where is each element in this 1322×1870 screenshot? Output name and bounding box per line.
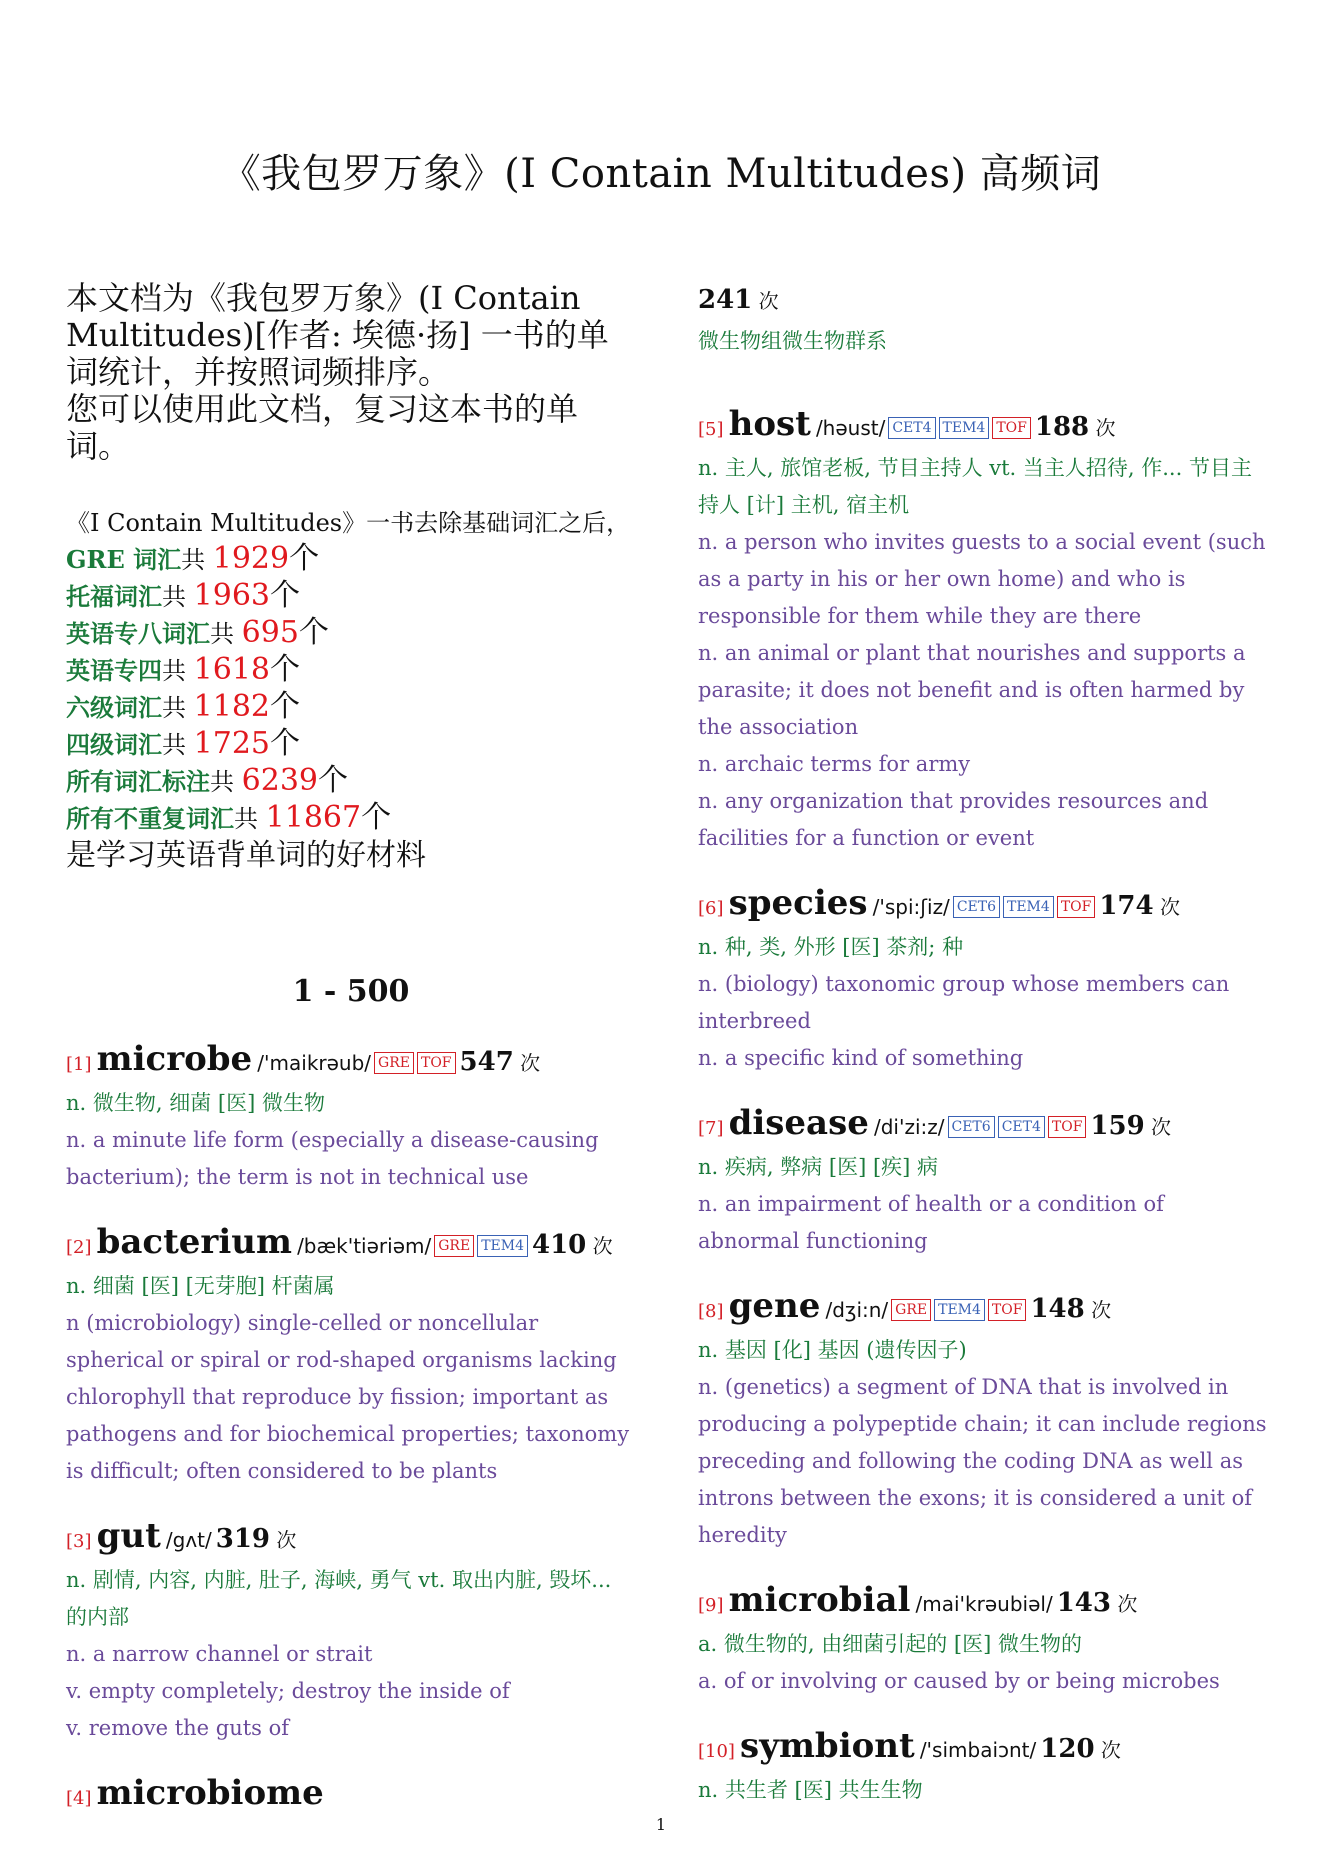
entry-count-unit: 次	[270, 1528, 297, 1552]
entry-count: 319	[215, 1524, 271, 1554]
entries-right	[698, 280, 1268, 1809]
stat-value: 1725	[193, 726, 270, 761]
right-column	[698, 280, 1268, 1835]
intro-line2: 您可以使用此文档，复习这本书的单词。	[66, 390, 579, 465]
stat-value: 1618	[193, 652, 270, 687]
stat-value: 695	[241, 615, 299, 650]
stat-unit: 个	[361, 800, 392, 835]
word-entry	[698, 280, 1268, 360]
word-entry	[698, 1580, 1268, 1700]
stat-label: 所有不重复词汇	[66, 804, 234, 833]
entry-index: [8]	[698, 1301, 724, 1322]
tag-tof: TOF	[992, 417, 1031, 439]
entry-index: [10]	[698, 1741, 735, 1762]
word-entry	[66, 1039, 636, 1196]
entry-word: gene	[728, 1286, 821, 1326]
stat-mid: 共	[234, 805, 266, 833]
entry-count-unit: 次	[586, 1234, 613, 1258]
word-entry	[66, 1773, 636, 1819]
stats-lead: 《I Contain Multitudes》一书去除基础词汇之后，	[66, 509, 631, 537]
definition-en: n. archaic terms for army	[698, 752, 971, 776]
word-entry	[698, 404, 1268, 857]
entry-count: 159	[1090, 1111, 1145, 1141]
definition-cn: n. 微生物, 细菌 [医] 微生物	[66, 1091, 325, 1115]
word-entry	[698, 883, 1268, 1077]
stat-row	[66, 800, 636, 837]
stat-value: 11867	[265, 800, 362, 835]
entry-word: host	[728, 404, 811, 444]
entry-phonetic: /mai'krəubiəl/	[915, 1592, 1053, 1616]
stat-mid: 共	[162, 657, 194, 685]
tag-cet4: CET4	[888, 417, 935, 439]
entry-phonetic: /'spi:ʃiz/	[872, 895, 950, 919]
entry-index: [9]	[698, 1595, 724, 1616]
entry-count: 143	[1056, 1588, 1111, 1618]
tag-cet6: CET6	[953, 896, 1000, 918]
entry-count: 410	[532, 1230, 587, 1260]
stat-value: 6239	[241, 763, 318, 798]
stat-mid: 共	[162, 694, 194, 722]
entries-left	[66, 1039, 636, 1819]
entry-word: disease	[728, 1103, 869, 1143]
word-entry	[66, 1222, 636, 1490]
entry-word: gut	[96, 1516, 161, 1556]
entry-phonetic: /'maikrəub/	[257, 1051, 372, 1075]
entry-count-unit: 次	[1110, 1592, 1138, 1616]
entry-count: 148	[1030, 1294, 1085, 1324]
stat-row	[66, 615, 636, 652]
stat-label: 英语专八词汇	[66, 619, 210, 648]
entry-index: [3]	[66, 1531, 92, 1552]
entry-index: [7]	[698, 1118, 724, 1139]
definition-cn: n. 疾病, 弊病 [医] [疾] 病	[698, 1155, 939, 1179]
intro-main: 本文档为《我包罗万象》(I Contain Multitudes)[作者: 埃德·扬] 一书的单词统计，并按照词频排序。	[66, 279, 609, 391]
tag-tem4: TEM4	[477, 1235, 528, 1257]
definition-en: n. an impairment of health or a condition of abnormal functioning	[698, 1192, 1164, 1253]
page-title: 《我包罗万象》(I Contain Multitudes) 高频词	[220, 151, 1102, 197]
entry-count-unit: 次	[752, 289, 779, 313]
tag-gre: GRE	[434, 1235, 474, 1257]
tag-tof: TOF	[988, 1299, 1027, 1321]
stat-unit: 个	[270, 578, 300, 613]
entry-phonetic: /bæk'tiəriəm/	[297, 1234, 432, 1258]
tag-tof: TOF	[1048, 1116, 1087, 1138]
definition-en: n. (biology) taxonomic group whose members can interbreed	[698, 972, 1230, 1033]
entry-head	[698, 1580, 1268, 1626]
stat-mid: 共	[210, 620, 242, 648]
stat-row	[66, 689, 636, 726]
entry-count: 547	[459, 1047, 514, 1077]
stat-row	[66, 652, 636, 689]
entry-count-unit: 次	[1084, 1298, 1112, 1322]
stat-unit: 个	[270, 689, 300, 724]
definition-en: n. a narrow channel or strait	[66, 1642, 373, 1666]
definition-en: v. empty completely; destroy the inside of	[66, 1679, 510, 1703]
entry-word: species	[728, 883, 868, 923]
tag-gre: GRE	[891, 1299, 931, 1321]
word-entry	[698, 1103, 1268, 1260]
entry-head	[66, 1773, 636, 1819]
definition-en: a. of or involving or caused by or being microbes	[698, 1669, 1220, 1693]
stat-unit: 个	[318, 763, 348, 798]
stat-label: 英语专四	[66, 656, 162, 685]
stats-block	[66, 505, 636, 874]
stat-row	[66, 578, 636, 615]
stat-value: 1182	[193, 689, 270, 724]
entry-count-unit: 次	[1089, 416, 1116, 440]
tag-tof: TOF	[417, 1052, 456, 1074]
entry-count-cont	[698, 280, 1268, 323]
definition-en: n. an animal or plant that nourishes and supports a parasite; it does not benefit and is often harmed by the association	[698, 641, 1246, 739]
entry-count: 241	[698, 285, 753, 315]
tag-tof: TOF	[1057, 896, 1096, 918]
stat-row	[66, 541, 636, 578]
definition-cn: a. 微生物的, 由细菌引起的 [医] 微生物的	[698, 1632, 1082, 1656]
entry-count-unit: 次	[513, 1051, 541, 1075]
definition-cn: n. 种, 类, 外形 [医] 茶剂; 种	[698, 935, 964, 959]
left-column	[66, 280, 636, 1845]
stat-value: 1929	[212, 541, 290, 576]
definition-cn: n. 剧情, 内容, 内脏, 肚子, 海峡, 勇气 vt. 取出内脏, 毁坏... 的内部	[66, 1568, 612, 1629]
entry-word: symbiont	[740, 1726, 915, 1766]
entry-head	[66, 1222, 636, 1268]
stat-mid: 共	[181, 546, 213, 574]
stat-unit: 个	[289, 541, 320, 576]
stat-label: 四级词汇	[66, 730, 162, 759]
entry-index: [4]	[66, 1788, 92, 1809]
stat-unit: 个	[298, 615, 329, 650]
definition-cn: n. 细菌 [医] [无芽胞] 杆菌属	[66, 1274, 335, 1298]
tag-cet4: CET4	[998, 1116, 1045, 1138]
entry-phonetic: /gʌt/	[165, 1528, 212, 1552]
word-entry	[698, 1726, 1268, 1809]
definition-cn: 微生物组微生物群系	[698, 329, 887, 353]
tag-gre: GRE	[374, 1052, 414, 1074]
entry-word: microbiome	[96, 1773, 324, 1813]
definition-en: n. a specific kind of something	[698, 1046, 1024, 1070]
definition-en: n. a minute life form (especially a disease-causing bacterium); the term is not in technical use	[66, 1128, 599, 1189]
entry-head	[698, 1726, 1268, 1772]
word-entry	[698, 1286, 1268, 1554]
tag-tem4: TEM4	[939, 417, 990, 439]
definition-cn: n. 共生者 [医] 共生生物	[698, 1778, 923, 1802]
definition-en: n. (genetics) a segment of DNA that is involved in producing a polypeptide chain; it can include regions preceding and following the coding DNA as well as introns between the exons; it is considered a unit of heredity	[698, 1375, 1267, 1547]
entry-count: 174	[1099, 891, 1154, 921]
entry-head	[698, 1103, 1268, 1149]
definition-cn: n. 主人, 旅馆老板, 节目主持人 vt. 当主人招待, 作... 节目主持人 [计] 主机, 宿主机	[698, 456, 1252, 517]
definition-en: n (microbiology) single-celled or noncellular spherical or spiral or rod-shaped organisms lacking chlorophyll that reproduce by fission; important as pathogens and for biochemical properties; taxonomy is difficult; often considered to be plants	[66, 1311, 630, 1483]
entry-index: [1]	[66, 1054, 92, 1075]
entry-word: microbial	[728, 1580, 911, 1620]
stat-mid: 共	[162, 731, 194, 759]
entry-head	[698, 1286, 1268, 1332]
stat-label: GRE 词汇	[66, 545, 182, 574]
entry-head	[66, 1039, 636, 1085]
tag-cet6: CET6	[948, 1116, 995, 1138]
stats-closing: 是学习英语背单词的好材料	[66, 838, 426, 873]
stat-row	[66, 763, 636, 800]
definition-en: n. any organization that provides resources and facilities for a function or event	[698, 789, 1209, 850]
stat-unit: 个	[270, 726, 300, 761]
entry-phonetic: /dʒi:n/	[825, 1298, 889, 1322]
entry-word: microbe	[96, 1039, 253, 1079]
entry-index: [5]	[698, 419, 724, 440]
stat-mid: 共	[210, 768, 242, 796]
intro	[66, 280, 636, 874]
entry-index: [6]	[698, 898, 724, 919]
definition-en: v. remove the guts of	[66, 1716, 290, 1740]
entry-head	[698, 883, 1268, 929]
entry-count: 188	[1034, 412, 1090, 442]
entry-phonetic: /di'zi:z/	[873, 1115, 945, 1139]
section-heading: 1 - 500	[292, 974, 410, 1009]
stat-unit: 个	[270, 652, 300, 687]
entry-count-unit: 次	[1094, 1738, 1121, 1762]
page-number: 1	[655, 1815, 667, 1834]
entry-count-unit: 次	[1144, 1115, 1172, 1139]
entry-word: bacterium	[96, 1222, 292, 1262]
stat-label: 所有词汇标注	[66, 767, 210, 796]
stat-mid: 共	[162, 583, 194, 611]
entry-count: 120	[1040, 1734, 1095, 1764]
entry-head	[698, 404, 1268, 450]
entry-phonetic: /həust/	[815, 416, 886, 440]
stat-value: 1963	[193, 578, 270, 613]
stat-label: 托福词汇	[66, 582, 162, 611]
tag-tem4: TEM4	[1003, 896, 1054, 918]
tag-tem4: TEM4	[934, 1299, 985, 1321]
entry-phonetic: /'simbaiɔnt/	[919, 1738, 1037, 1762]
stat-row	[66, 726, 636, 763]
stat-label: 六级词汇	[66, 693, 162, 722]
definition-en: n. a person who invites guests to a social event (such as a party in his or her own home) and who is responsible for them while they are there	[698, 530, 1266, 628]
stats-list	[66, 541, 636, 837]
entry-head	[66, 1516, 636, 1562]
definition-cn: n. 基因 [化] 基因 (遗传因子)	[698, 1338, 967, 1362]
entry-index: [2]	[66, 1237, 92, 1258]
word-entry	[66, 1516, 636, 1747]
entry-count-unit: 次	[1153, 895, 1180, 919]
